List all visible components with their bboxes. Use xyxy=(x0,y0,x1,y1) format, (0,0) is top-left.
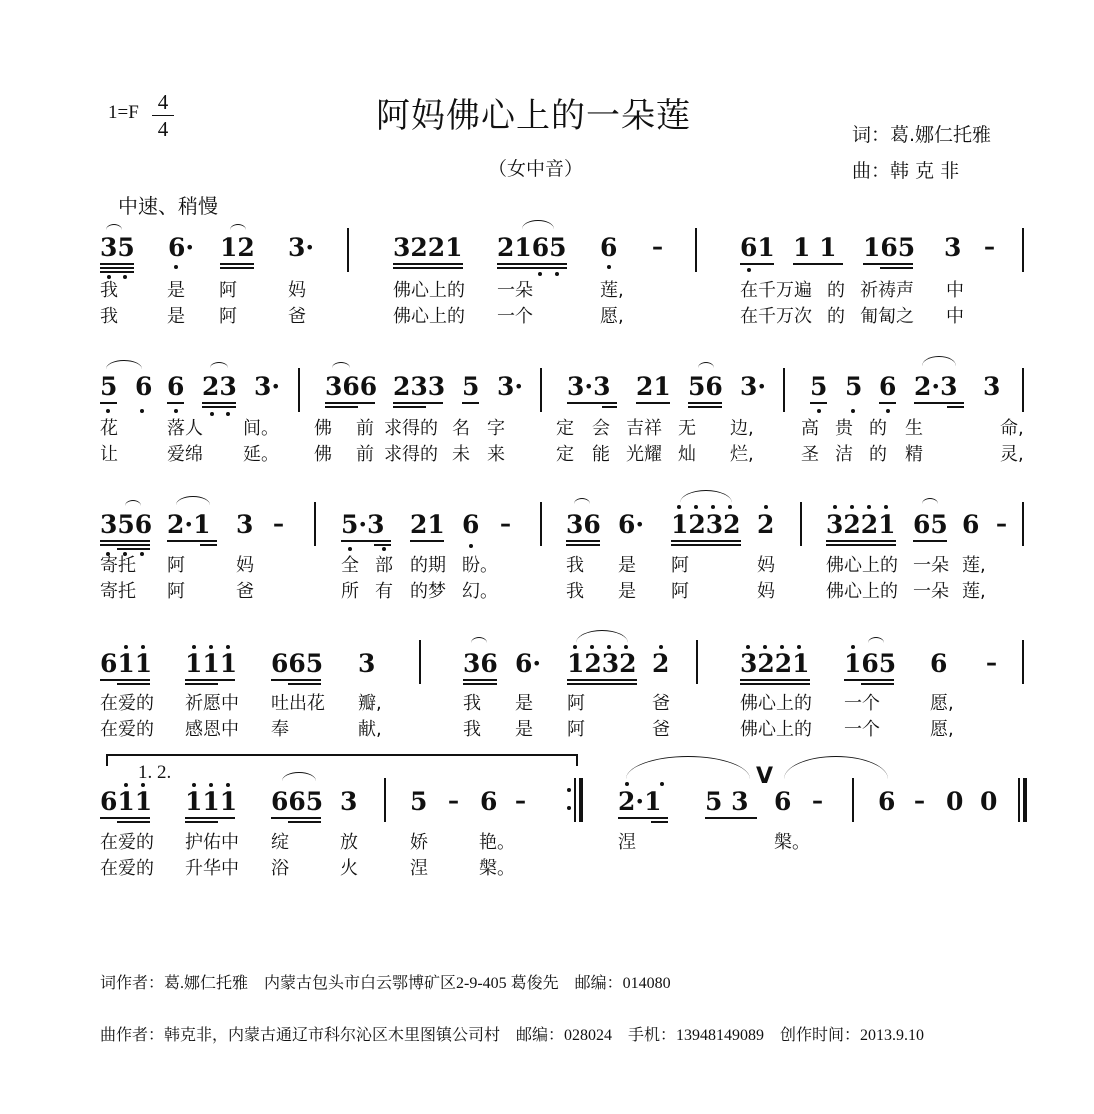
lyric: 我 xyxy=(100,280,118,301)
lyric: 放 xyxy=(340,832,358,853)
note: 6 xyxy=(462,510,480,539)
lyric: 爸 xyxy=(652,693,670,714)
volta-bracket xyxy=(106,754,578,766)
lyric: 一朵 xyxy=(913,581,949,602)
lyric: 有 xyxy=(375,581,393,602)
note: 665 xyxy=(271,649,324,678)
lyric: 中 xyxy=(946,306,964,327)
lyric: 光耀 xyxy=(626,444,662,465)
lyric: 我 xyxy=(100,306,118,327)
lyric: 是 xyxy=(618,555,636,576)
lyric: 匍匐之 xyxy=(860,306,914,327)
lyric: 是 xyxy=(167,306,185,327)
lyric: 愿, xyxy=(930,719,954,740)
note: 3· xyxy=(254,372,281,401)
note: 1232 xyxy=(671,510,741,539)
note: 6 xyxy=(879,372,897,401)
lyric: 阿 xyxy=(219,306,237,327)
lyric: 阿 xyxy=(167,581,185,602)
sustain-dash: – xyxy=(448,789,459,814)
lyric: 来 xyxy=(487,444,505,465)
lyric: 烂, xyxy=(730,444,754,465)
lyric: 命, xyxy=(1000,418,1024,439)
lyric: 一个 xyxy=(844,693,880,714)
sustain-dash: – xyxy=(273,512,284,537)
note: 366 xyxy=(325,372,378,401)
lyric: 莲, xyxy=(962,581,986,602)
note: 0 xyxy=(946,787,964,816)
lyric: 槃。 xyxy=(774,832,810,853)
note: 6 xyxy=(600,233,618,262)
lyric: 在爱的 xyxy=(100,858,154,879)
lyric: 爸 xyxy=(236,581,254,602)
lyric: 在千万遍 xyxy=(740,280,812,301)
lyric: 我 xyxy=(463,693,481,714)
lyric: 愿, xyxy=(600,306,624,327)
lyric: 生 xyxy=(905,418,923,439)
sustain-dash: – xyxy=(515,789,526,814)
note: 6 xyxy=(930,649,948,678)
lyric: 莲, xyxy=(962,555,986,576)
lyric: 花 xyxy=(100,418,118,439)
lyric: 佛心上的 xyxy=(740,693,812,714)
song-title: 阿妈佛心上的一朵莲 xyxy=(376,96,691,136)
lyric: 佛心上的 xyxy=(740,719,812,740)
note: 36 xyxy=(566,510,601,539)
lyric: 我 xyxy=(463,719,481,740)
lyric: 部 xyxy=(375,555,393,576)
lyric: 奉 xyxy=(271,719,289,740)
note: 0 xyxy=(980,787,998,816)
lyric: 我 xyxy=(566,581,584,602)
lyric: 在千万次 xyxy=(740,306,812,327)
lyric: 感恩中 xyxy=(185,719,239,740)
lyric: 阿 xyxy=(567,693,585,714)
note: 111 xyxy=(185,787,238,816)
note: 6· xyxy=(515,649,542,678)
sustain-dash: – xyxy=(812,789,823,814)
lyric: 让 xyxy=(100,444,118,465)
note: 2 xyxy=(757,510,775,539)
note: 165 xyxy=(863,233,916,262)
lyric: 妈 xyxy=(757,581,775,602)
note: 3 xyxy=(358,649,376,678)
lyric: 是 xyxy=(167,280,185,301)
note: 5 xyxy=(845,372,863,401)
note: 6 xyxy=(774,787,792,816)
volta-number: 1. 2. xyxy=(138,762,172,783)
lyric: 洁 xyxy=(835,444,853,465)
note: 1232 xyxy=(567,649,637,678)
lyric: 是 xyxy=(515,719,533,740)
lyric: 瓣, xyxy=(358,693,382,714)
note: 611 xyxy=(100,649,153,678)
lyric: 的梦 xyxy=(410,581,446,602)
lyric: 阿 xyxy=(167,555,185,576)
lyric: 灿 xyxy=(678,444,696,465)
sustain-dash: – xyxy=(986,651,997,676)
lyric: 字 xyxy=(487,418,505,439)
lyric: 爸 xyxy=(288,306,306,327)
lyric: 升华中 xyxy=(185,858,239,879)
note: 356 xyxy=(100,510,153,539)
note: 1 1 xyxy=(793,233,837,262)
lyric: 佛心上的 xyxy=(393,280,465,301)
voice-type: （女中音） xyxy=(488,158,584,180)
lyric: 前 xyxy=(356,418,374,439)
lyric: 的 xyxy=(869,444,887,465)
lyric: 浴 xyxy=(271,858,289,879)
note: 111 xyxy=(185,649,238,678)
note: 2165 xyxy=(497,233,567,262)
sustain-dash: – xyxy=(996,512,1007,537)
sustain-dash: – xyxy=(914,789,925,814)
lyric: 无 xyxy=(678,418,696,439)
note: 2 xyxy=(652,649,670,678)
lyric: 一个 xyxy=(497,306,533,327)
lyric: 一朵 xyxy=(497,280,533,301)
note: 5 xyxy=(462,372,480,401)
lyric: 莲, xyxy=(600,280,624,301)
note: 6· xyxy=(168,233,195,262)
key-signature: 1=F xyxy=(108,102,139,123)
lyric: 求得的 xyxy=(384,418,438,439)
note: 5 xyxy=(100,372,118,401)
lyric: 一个 xyxy=(844,719,880,740)
lyric: 妈 xyxy=(236,555,254,576)
lyric: 祈祷声 xyxy=(860,280,914,301)
lyric: 高 xyxy=(801,418,819,439)
note: 5·3 xyxy=(341,510,385,539)
note: 65 xyxy=(913,510,948,539)
note: 233 xyxy=(393,372,446,401)
note: 3221 xyxy=(826,510,896,539)
lyric: 艳。 xyxy=(479,832,515,853)
lyric: 护佑中 xyxy=(185,832,239,853)
note: 3 xyxy=(944,233,962,262)
lyric: 盼。 xyxy=(462,555,498,576)
lyric: 中 xyxy=(946,280,964,301)
lyric: 在爱的 xyxy=(100,693,154,714)
lyric: 献, xyxy=(358,719,382,740)
note: 3· xyxy=(288,233,315,262)
lyric: 阿 xyxy=(567,719,585,740)
note: 2·1 xyxy=(167,510,211,539)
lyric: 贵 xyxy=(835,418,853,439)
lyric: 愿, xyxy=(930,693,954,714)
lyric: 阿 xyxy=(671,581,689,602)
lyric: 祈愿中 xyxy=(185,693,239,714)
lyric: 涅 xyxy=(410,858,428,879)
sustain-dash: – xyxy=(652,235,663,260)
lyric: 灵, xyxy=(1000,444,1024,465)
lyric: 是 xyxy=(515,693,533,714)
note: 3 xyxy=(236,510,254,539)
lyric: 落人 xyxy=(167,418,203,439)
lyric: 幻。 xyxy=(462,581,498,602)
lyric: 佛心上的 xyxy=(826,555,898,576)
lyric: 延。 xyxy=(243,444,279,465)
note: 3221 xyxy=(393,233,463,262)
lyricist-contact: 词作者：葛.娜仁托雅 内蒙古包头市白云鄂博矿区2-9-405 葛俊先 邮编：014080 xyxy=(100,975,671,992)
lyric: 爸 xyxy=(652,719,670,740)
lyric: 阿 xyxy=(671,555,689,576)
note: 3221 xyxy=(740,649,810,678)
note: 2·1 xyxy=(618,787,662,816)
lyric: 全 xyxy=(341,555,359,576)
lyric: 名 xyxy=(452,418,470,439)
note: 5 3 xyxy=(705,787,749,816)
note: 12 xyxy=(220,233,255,262)
lyric: 寄托 xyxy=(100,581,136,602)
note: 2·3 xyxy=(914,372,958,401)
note: 665 xyxy=(271,787,324,816)
lyric: 我 xyxy=(566,555,584,576)
note: 21 xyxy=(636,372,671,401)
lyric: 的 xyxy=(869,418,887,439)
note: 6 xyxy=(135,372,153,401)
lyricist-credit: 词：葛.娜仁托雅 xyxy=(852,124,992,146)
lyric: 所 xyxy=(341,581,359,602)
composer-contact: 曲作者：韩克非，内蒙古通辽市科尔沁区木里图镇公司村 邮编：028024 手机：13948149089 创作时间：2013.9.10 xyxy=(100,1027,925,1044)
note: 6 xyxy=(167,372,185,401)
note: 3· xyxy=(497,372,524,401)
lyric: 火 xyxy=(340,858,358,879)
note: 56 xyxy=(688,372,723,401)
note: 5 xyxy=(810,372,828,401)
lyric: 寄托 xyxy=(100,555,136,576)
lyric: 佛 xyxy=(314,418,332,439)
lyric: 妈 xyxy=(757,555,775,576)
note: 3 xyxy=(983,372,1001,401)
lyric: 求得的 xyxy=(384,444,438,465)
lyric: 能 xyxy=(592,444,610,465)
note: 3· xyxy=(740,372,767,401)
note: 165 xyxy=(844,649,897,678)
note: 6 xyxy=(962,510,980,539)
lyric: 前 xyxy=(356,444,374,465)
composer-credit: 曲：韩 克 非 xyxy=(852,160,960,182)
lyric: 爱绵 xyxy=(167,444,203,465)
breath-mark-icon: V xyxy=(756,764,774,789)
lyric: 一朵 xyxy=(913,555,949,576)
lyric: 佛心上的 xyxy=(826,581,898,602)
note: 611 xyxy=(100,787,153,816)
lyric: 定 xyxy=(556,444,574,465)
time-sig-top: 4 xyxy=(157,90,169,114)
lyric: 阿 xyxy=(219,280,237,301)
lyric: 是 xyxy=(618,581,636,602)
note: 5 xyxy=(410,787,428,816)
note: 23 xyxy=(202,372,237,401)
lyric: 涅 xyxy=(618,832,636,853)
lyric: 的期 xyxy=(410,555,446,576)
sustain-dash: – xyxy=(984,235,995,260)
time-sig-bottom: 4 xyxy=(157,117,169,141)
note: 3 xyxy=(340,787,358,816)
note: 61 xyxy=(740,233,775,262)
lyric: 精 xyxy=(905,444,923,465)
note: 3·3 xyxy=(567,372,611,401)
lyric: 间。 xyxy=(243,418,279,439)
lyric: 的 xyxy=(827,280,845,301)
time-signature xyxy=(152,90,174,141)
lyric: 吐出花 xyxy=(271,693,325,714)
lyric: 佛心上的 xyxy=(393,306,465,327)
lyric: 在爱的 xyxy=(100,832,154,853)
lyric: 的 xyxy=(827,306,845,327)
note: 6 xyxy=(878,787,896,816)
note: 21 xyxy=(410,510,445,539)
note: 35 xyxy=(100,233,135,262)
note: 6· xyxy=(618,510,645,539)
lyric: 未 xyxy=(452,444,470,465)
sustain-dash: – xyxy=(500,512,511,537)
lyric: 定 xyxy=(556,418,574,439)
lyric: 绽 xyxy=(271,832,289,853)
lyric: 边, xyxy=(730,418,754,439)
lyric: 妈 xyxy=(288,280,306,301)
lyric: 在爱的 xyxy=(100,719,154,740)
lyric: 娇 xyxy=(410,832,428,853)
lyric: 会 xyxy=(592,418,610,439)
lyric: 圣 xyxy=(801,444,819,465)
lyric: 吉祥 xyxy=(626,418,662,439)
lyric: 槃。 xyxy=(479,858,515,879)
tempo-marking: 中速、稍慢 xyxy=(118,194,218,218)
lyric: 佛 xyxy=(314,444,332,465)
note: 6 xyxy=(480,787,498,816)
note: 36 xyxy=(463,649,498,678)
